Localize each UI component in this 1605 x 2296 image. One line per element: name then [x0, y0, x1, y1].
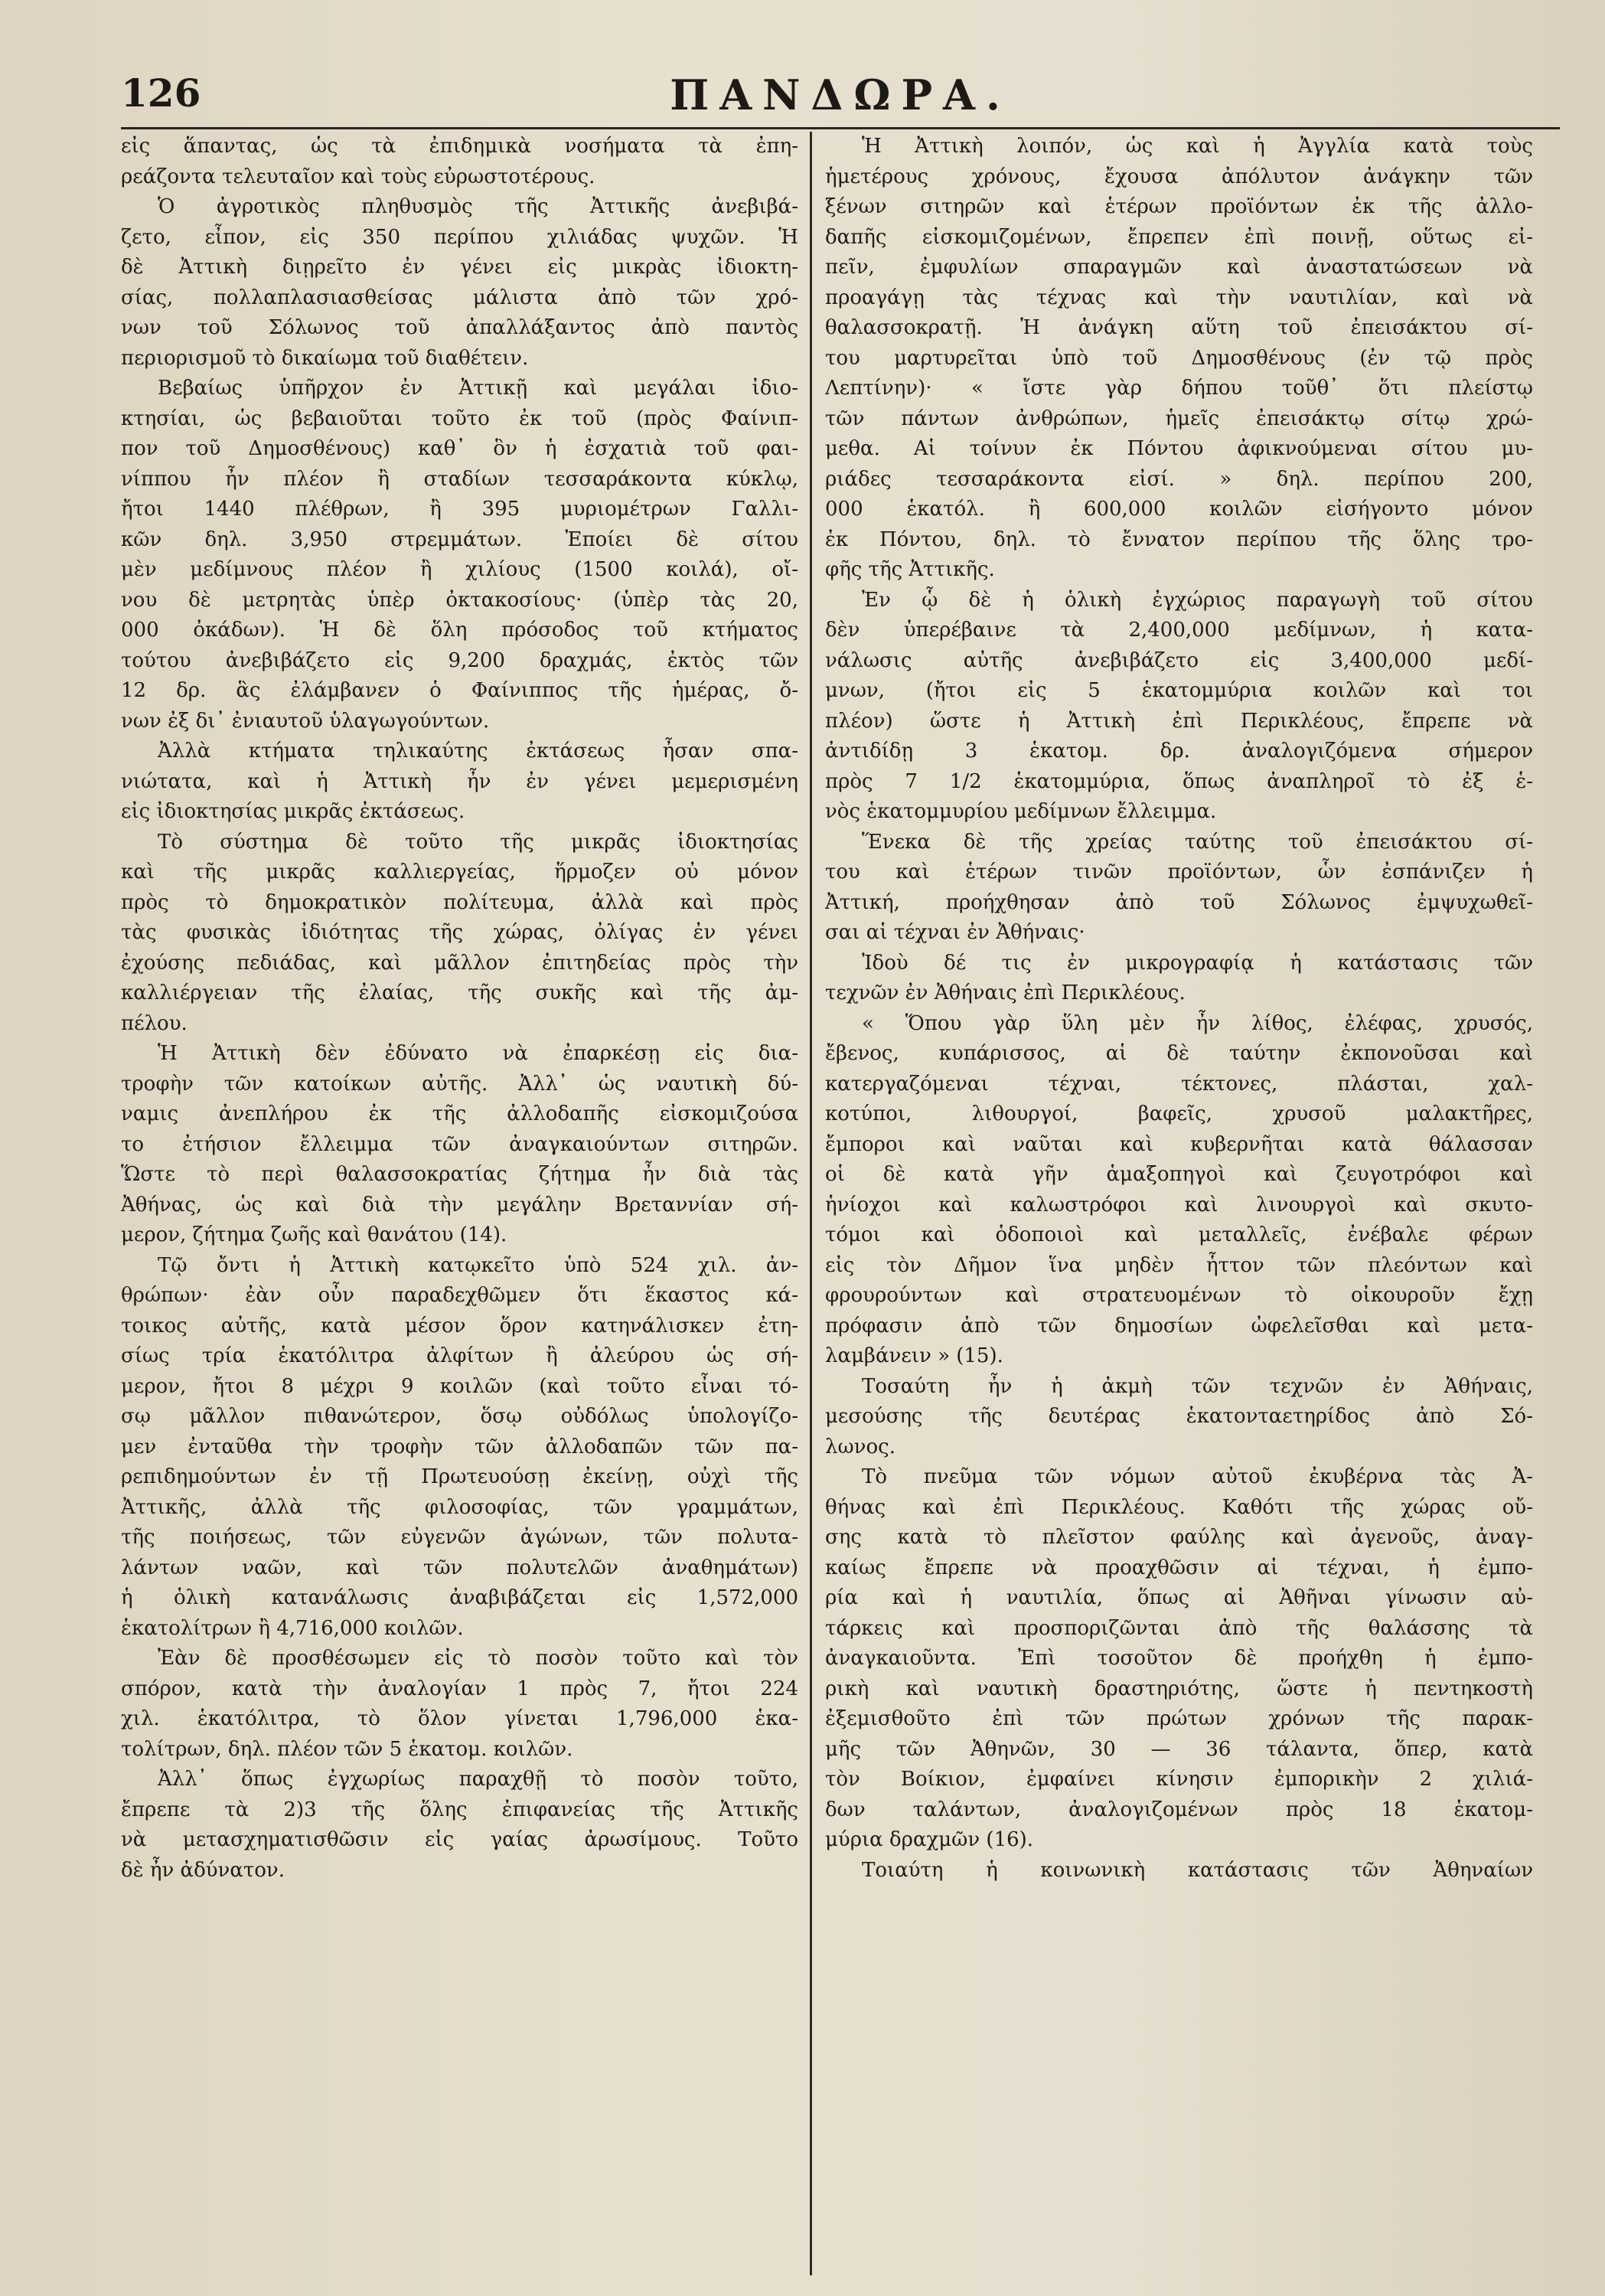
text-line: δαπῆς εἰσκομιζομένων, ἔπρεπεν ἐπὶ ποινῇ, οὕτως εἰ-: [825, 225, 1533, 249]
text-line: νων ἐξ δι᾽ ἐνιαυτοῦ ὑλαγωγούντων.: [121, 709, 490, 733]
text-line: Ὥστε τὸ περὶ θαλασσοκρατίας ζήτημα ἦν διὰ τὰς: [121, 1163, 798, 1186]
text-line: τὰς φυσικὰς ἰδιότητας τῆς χώρας, ὀλίγας ἐν γένει: [121, 921, 798, 944]
text-line: μεσούσης τῆς δευτέρας ἑκατονταετηρίδος ἀπὸ Σό-: [825, 1405, 1533, 1428]
text-line: τεχνῶν ἐν Ἀθήναις ἐπὶ Περικλέους.: [825, 981, 1186, 1004]
text-line: ἔμποροι καὶ ναῦται καὶ κυβερνῆται κατὰ θάλασσαν: [825, 1132, 1533, 1156]
text-line: Βεβαίως ὑπῆρχον ἐν Ἀττικῇ καὶ μεγάλαι ἰδιο-: [158, 377, 798, 400]
text-line: Τὸ πνεῦμα τῶν νόμων αὐτοῦ ἐκυβέρνα τὰς Ἀ-: [862, 1465, 1533, 1488]
text-line: Ὁ ἀγροτικὸς πληθυσμὸς τῆς Ἀττικῆς ἀνεβιβά-: [158, 195, 798, 218]
text-line: νων τοῦ Σόλωνος τοῦ ἀπαλλάξαντος ἀπὸ παντὸς: [121, 316, 798, 339]
text-line: τάρκεις καὶ προσποριζῶνται ἀπὸ τῆς θαλάσσης τὰ: [825, 1616, 1533, 1640]
text-line: τῆς ποιήσεως, τῶν εὐγενῶν ἀγώνων, τῶν πολυτα-: [121, 1526, 798, 1549]
text-line: Ἕνεκα δὲ τῆς χρείας ταύτης τοῦ ἐπεισάκτου σί-: [862, 830, 1533, 854]
text-line: ἐξεμισθοῦτο ἐπὶ τῶν πρώτων χρόνων τῆς παρακ-: [825, 1707, 1533, 1730]
text-line: ἔβενος, κυπάρισσος, αἱ δὲ ταύτην ἐκπονοῦσαι καὶ: [825, 1042, 1533, 1065]
text-line: προαγάγῃ τὰς τέχνας καὶ τὴν ναυτιλίαν, καὶ νὰ: [825, 286, 1533, 309]
text-line: λάντων ναῶν, καὶ τῶν πολυτελῶν ἀναθημάτων): [121, 1556, 798, 1579]
text-line: Ἰδοὺ δέ τις ἐν μικρογραφίᾳ ἡ κατάστασις τῶν: [862, 951, 1533, 975]
text-line: « Ὅπου γὰρ ὕλη μὲν ἦν λίθος, ἐλέφας, χρυσός,: [862, 1011, 1533, 1035]
text-line: πεῖν, ἐμφυλίων σπαραγμῶν καὶ ἀναστατώσεων νὰ: [825, 256, 1533, 279]
text-line: 000 ἑκατόλ. ἢ 600,000 κοιλῶν εἰσήγοντο μόνον: [825, 498, 1533, 521]
text-line: ζετο, εἶπον, εἰς 350 περίπου χιλιάδας ψυχῶν. Ἡ: [121, 225, 798, 249]
text-line: ἀντιδίδῃ 3 ἑκατομ. δρ. ἀναλογιζόμενα σήμερον: [825, 740, 1533, 763]
text-line: τούτου ἀνεβιβάζετο εἰς 9,200 δραχμάς, ἐκτὸς τῶν: [121, 648, 798, 672]
text-line: δων ταλάντων, ἀναλογιζομένων πρὸς 18 ἑκατομ-: [825, 1798, 1533, 1821]
text-line: ρεάζοντα τελευταῖον καὶ τοὺς εὐρωστοτέρους.: [121, 165, 595, 188]
text-line: τὸν Βοίκιον, ἐμφαίνει κίνησιν ἐμπορικὴν 2 χιλιά-: [825, 1768, 1533, 1791]
text-line: Ἀττικῆς, ἀλλὰ τῆς φιλοσοφίας, τῶν γραμμάτων,: [121, 1495, 798, 1519]
text-line: ριάδες τεσσαράκοντα εἰσί. » δηλ. περίπου 200,: [825, 467, 1533, 491]
text-line: εἰς ἰδιοκτησίας μικρᾶς ἐκτάσεως.: [121, 800, 465, 823]
text-line: του μαρτυρεῖται ὑπὸ τοῦ Δημοσθένους (ἐν τῷ πρὸς: [825, 346, 1533, 370]
text-line: πρόφασιν ἀπὸ τῶν δημοσίων ὠφελεῖσθαι καὶ μετα-: [825, 1314, 1533, 1337]
text-line: νάλωσις αὐτῆς ἀνεβιβάζετο εἰς 3,400,000 μεδί-: [825, 648, 1533, 672]
text-line: τροφὴν τῶν κατοίκων αὐτῆς. Ἀλλ᾽ ὡς ναυτικὴ δύ-: [121, 1072, 798, 1096]
text-line: μῆς τῶν Ἀθηνῶν, 30 — 36 τάλαντα, ὅπερ, κατὰ: [825, 1737, 1533, 1761]
text-line: σίως τρία ἑκατόλιτρα ἀλφίτων ἢ ἀλεύρου ὡς σή-: [121, 1344, 798, 1367]
text-line: Τοιαύτη ἡ κοινωνικὴ κατάστασις τῶν Ἀθηναίων: [862, 1858, 1533, 1882]
text-line: ρία καὶ ἡ ναυτιλία, ὅπως αἱ Ἀθῆναι γίνωσιν αὐ-: [825, 1586, 1533, 1609]
text-line: σπόρον, κατὰ τὴν ἀναλογίαν 1 πρὸς 7, ἤτοι 224: [121, 1677, 798, 1700]
text-line: σαι αἱ τέχναι ἐν Ἀθήναις·: [825, 921, 1085, 944]
text-line: πον τοῦ Δημοσθένους) καθ᾽ ὃν ἡ ἐσχατιὰ τοῦ φαι-: [121, 437, 798, 460]
text-line: Ἀλλ᾽ ὅπως ἐγχωρίως παραχθῇ τὸ ποσὸν τοῦτο,: [158, 1768, 798, 1791]
text-line: μύρια δραχμῶν (16).: [825, 1828, 1034, 1851]
text-line: μὲν μεδίμνους πλέον ἢ χιλίους (1500 κοιλά), οἴ-: [121, 558, 798, 581]
page-number: 126: [121, 70, 201, 116]
text-line: εἰς τὸν Δῆμον ἵνα μηδὲν ἧττον τῶν πλεόντων καὶ: [825, 1253, 1533, 1277]
text-line: μεθα. Αἱ τοίνυν ἐκ Πόντου ἀφικνούμεναι σίτου μυ-: [825, 437, 1533, 460]
text-line: σίας, πολλαπλασιασθείσας μάλιστα ἀπὸ τῶν χρό-: [121, 286, 798, 309]
text-line: μερον, ζήτημα ζωῆς καὶ θανάτου (14).: [121, 1223, 507, 1246]
text-line: ἐχούσης πεδιάδας, καὶ μᾶλλον ἐπιτηδείας πρὸς τὴν: [121, 951, 798, 975]
text-line: Ἡ Ἀττικὴ δὲν ἐδύνατο νὰ ἐπαρκέσῃ εἰς δια-: [158, 1042, 798, 1065]
text-line: θαλασσοκρατῇ. Ἡ ἀνάγκη αὕτη τοῦ ἐπεισάκτου σί-: [825, 316, 1533, 339]
text-line: θήνας καὶ ἐπὶ Περικλέους. Καθότι τῆς χώρας οὔ-: [825, 1495, 1533, 1519]
text-line: πλέον) ὥστε ἡ Ἀττικὴ ἐπὶ Περικλέους, ἔπρεπε νὰ: [825, 709, 1533, 733]
text-line: κατεργαζόμεναι τέχναι, τέκτονες, πλάσται, χαλ-: [825, 1072, 1533, 1096]
text-line: νὰ μετασχηματισθῶσιν εἰς γαίας ἀρωσίμους. Τοῦτο: [121, 1828, 798, 1851]
text-line: Ἀττική, προήχθησαν ἀπὸ τοῦ Σόλωνος ἐμψυχωθεῖ-: [825, 890, 1533, 914]
text-line: σῳ μᾶλλον πιθανώτερον, ὅσῳ οὐδόλως ὑπολογίζο-: [121, 1405, 798, 1428]
text-line: καίως ἔπρεπε νὰ προαχθῶσιν αἱ τέχναι, ἡ ἐμπο-: [825, 1556, 1533, 1579]
text-line: τῶν πάντων ἀνθρώπων, ἡμεῖς ἐπεισάκτῳ σίτῳ χρώ-: [825, 407, 1533, 430]
text-line: κτησίαι, ὡς βεβαιοῦται τοῦτο ἐκ τοῦ (πρὸς Φαίνιπ-: [121, 407, 798, 430]
text-line: πέλου.: [121, 1011, 188, 1035]
text-line: Τὸ σύστημα δὲ τοῦτο τῆς μικρᾶς ἰδιοκτησίας: [158, 830, 798, 854]
text-line: σης κατὰ τὸ πλεῖστον φαύλης καὶ ἀγενοῦς, ἀναγ-: [825, 1526, 1533, 1549]
text-line: νὸς ἑκατομμυρίου μεδίμνων ἔλλειμμα.: [825, 800, 1217, 823]
text-line: ρεπιδημούντων ἐν τῇ Πρωτευούσῃ ἐκείνῃ, οὐχὶ τῆς: [121, 1465, 798, 1488]
text-line: φῆς τῆς Ἀττικῆς.: [825, 558, 995, 581]
text-line: ἡνίοχοι καὶ καλωστρόφοι καὶ λινουργοὶ καὶ σκυτο-: [825, 1193, 1533, 1217]
text-line: φρουρούντων καὶ στρατευομένων τὸ οἰκουροῦν ἔχῃ: [825, 1284, 1533, 1307]
text-line: Τοσαύτη ἦν ἡ ἀκμὴ τῶν τεχνῶν ἐν Ἀθήναις,: [862, 1374, 1533, 1398]
text-line: τολίτρων, δηλ. πλέον τῶν 5 ἑκατομ. κοιλῶν.: [121, 1737, 573, 1761]
text-line: ρικὴ καὶ ναυτικὴ δραστηριότης, ὥστε ἡ πεντηκοστὴ: [825, 1677, 1533, 1700]
text-line: κοτύποι, λιθουργοί, βαφεῖς, χρυσοῦ μαλακτῆρες,: [825, 1102, 1533, 1125]
header-rule: [121, 127, 1560, 129]
text-line: λαμβάνειν » (15).: [825, 1344, 1003, 1367]
text-line: Ἀθήνας, ὡς καὶ διὰ τὴν μεγάλην Βρεταννίαν σή-: [121, 1193, 798, 1217]
text-line: τοικος αὐτῆς, κατὰ μέσον ὅρον κατηνάλισκεν ἐτη-: [121, 1314, 798, 1337]
text-line: καὶ τῆς μικρᾶς καλλιεργείας, ἥρμοζεν οὐ μόνον: [121, 861, 798, 883]
text-line: ναμις ἀνεπλήρου ἐκ τῆς ἀλλοδαπῆς εἰσκομιζούσα: [121, 1102, 798, 1125]
text-line: δὲν ὑπερέβαινε τὰ 2,400,000 μεδίμνων, ἡ κατα-: [825, 619, 1533, 642]
text-line: 12 δρ. ἃς ἐλάμβανεν ὁ Φαίνιππος τῆς ἡμέρας, ὄ-: [121, 679, 798, 702]
column-divider: [810, 132, 812, 2275]
text-line: Ἐὰν δὲ προσθέσωμεν εἰς τὸ ποσὸν τοῦτο καὶ τὸν: [158, 1647, 798, 1670]
text-line: πρὸς τὸ δημοκρατικὸν πολίτευμα, ἀλλὰ καὶ πρὸς: [121, 890, 798, 914]
text-line: Ἀλλὰ κτήματα τηλικαύτης ἐκτάσεως ἦσαν σπα-: [158, 740, 798, 763]
right-column: [825, 132, 1533, 2268]
text-line: κῶν δηλ. 3,950 στρεμμάτων. Ἐποίει δὲ σίτου: [121, 527, 798, 551]
journal-title: ΠΑΝΔΩΡΑ.: [670, 70, 1011, 119]
text-line: χιλ. ἑκατόλιτρα, τὸ ὅλον γίνεται 1,796,000 ἑκα-: [121, 1707, 798, 1730]
text-line: 000 ὀκάδων). Ἡ δὲ ὅλη πρόσοδος τοῦ κτήματος: [121, 619, 798, 642]
text-line: ἡμετέρους χρόνους, ἔχουσα ἀπόλυτον ἀνάγκην τῶν: [825, 165, 1533, 188]
text-line: τόμοι καὶ ὁδοποιοὶ καὶ μεταλλεῖς, ἐνέβαλε φέρων: [825, 1223, 1533, 1246]
text-line: ἤτοι 1440 πλέθρων, ἢ 395 μυριομέτρων Γαλλι-: [121, 498, 798, 521]
text-line: ἔπρεπε τὰ 2)3 τῆς ὅλης ἐπιφανείας τῆς Ἀττικῆς: [121, 1798, 798, 1821]
text-line: Λεπτίνην)· « ἴστε γὰρ δήπου τοῦθ᾽ ὅτι πλείστῳ: [825, 377, 1533, 400]
text-line: ξένων σιτηρῶν καὶ ἑτέρων προϊόντων ἐκ τῆς ἀλλο-: [825, 195, 1533, 218]
running-head: [121, 70, 1560, 124]
text-line: καλλιέργειαν τῆς ἐλαίας, τῆς συκῆς καὶ τῆς ἀμ-: [121, 981, 798, 1004]
text-line: νιώτατα, καὶ ἡ Ἀττικὴ ἦν ἐν γένει μεμερισμένη: [121, 769, 798, 793]
text-line: ἐκ Πόντου, δηλ. τὸ ἔννατον περίπου τῆς ὅλης τρο-: [825, 527, 1533, 551]
left-column: [121, 132, 798, 2268]
text-line: το ἐτήσιον ἔλλειμμα τῶν ἀναγκαιούντων σιτηρῶν.: [121, 1132, 798, 1156]
text-line: νου δὲ μετρητὰς ὑπὲρ ὀκτακοσίους· (ὑπὲρ τὰς 20,: [121, 588, 798, 612]
text-line: μνων, (ἤτοι εἰς 5 ἑκατομμύρια κοιλῶν καὶ τοι: [825, 679, 1533, 702]
text-line: Ἡ Ἀττικὴ λοιπόν, ὡς καὶ ἡ Ἀγγλία κατὰ τοὺς: [862, 135, 1533, 158]
text-line: ἡ ὁλικὴ κατανάλωσις ἀναβιβάζεται εἰς 1,572,000: [121, 1586, 798, 1609]
text-line: μεν ἐνταῦθα τὴν τροφὴν τῶν ἀλλοδαπῶν τῶν πα-: [121, 1435, 798, 1458]
text-line: λωνος.: [825, 1435, 895, 1458]
text-line: Τῷ ὄντι ἡ Ἀττικὴ κατῳκεῖτο ὑπὸ 524 χιλ. ἀν-: [158, 1253, 798, 1277]
text-line: περιορισμοῦ τὸ δικαίωμα τοῦ διαθέτειν.: [121, 346, 529, 370]
text-line: ἀναγκαιοῦντα. Ἐπὶ τοσοῦτον δὲ προήχθη ἡ ἐμπο-: [825, 1647, 1533, 1670]
text-line: δὲ Ἀττικὴ διῃρεῖτο ἐν γένει εἰς μικρὰς ἰδιοκτη-: [121, 256, 798, 279]
text-line: θρώπων· ἐὰν οὖν παραδεχθῶμεν ὅτι ἕκαστος κά-: [121, 1284, 798, 1307]
text-line: του καὶ ἑτέρων τινῶν προϊόντων, ὧν ἐσπάνιζεν ἡ: [825, 861, 1533, 883]
text-line: πρὸς 7 1/2 ἑκατομμύρια, ὅπως ἀναπληροῖ τὸ ἐξ ἑ-: [825, 769, 1533, 793]
text-line: μερον, ἤτοι 8 μέχρι 9 κοιλῶν (καὶ τοῦτο εἶναι τό-: [121, 1374, 798, 1398]
text-line: νίππου ἦν πλέον ἢ σταδίων τεσσαράκοντα κύκλῳ,: [121, 467, 798, 491]
text-line: δὲ ἦν ἀδύνατον.: [121, 1858, 285, 1882]
text-line: οἱ δὲ κατὰ γῆν ἁμαξοπηγοὶ καὶ ζευγοτρόφοι καὶ: [825, 1163, 1533, 1186]
text-line: ἑκατολίτρων ἢ 4,716,000 κοιλῶν.: [121, 1616, 464, 1640]
text-line: εἰς ἅπαντας, ὡς τὰ ἐπιδημικὰ νοσήματα τὰ ἐπη-: [121, 135, 798, 158]
text-line: Ἐν ᾧ δὲ ἡ ὁλικὴ ἐγχώριος παραγωγὴ τοῦ σίτου: [862, 588, 1533, 612]
